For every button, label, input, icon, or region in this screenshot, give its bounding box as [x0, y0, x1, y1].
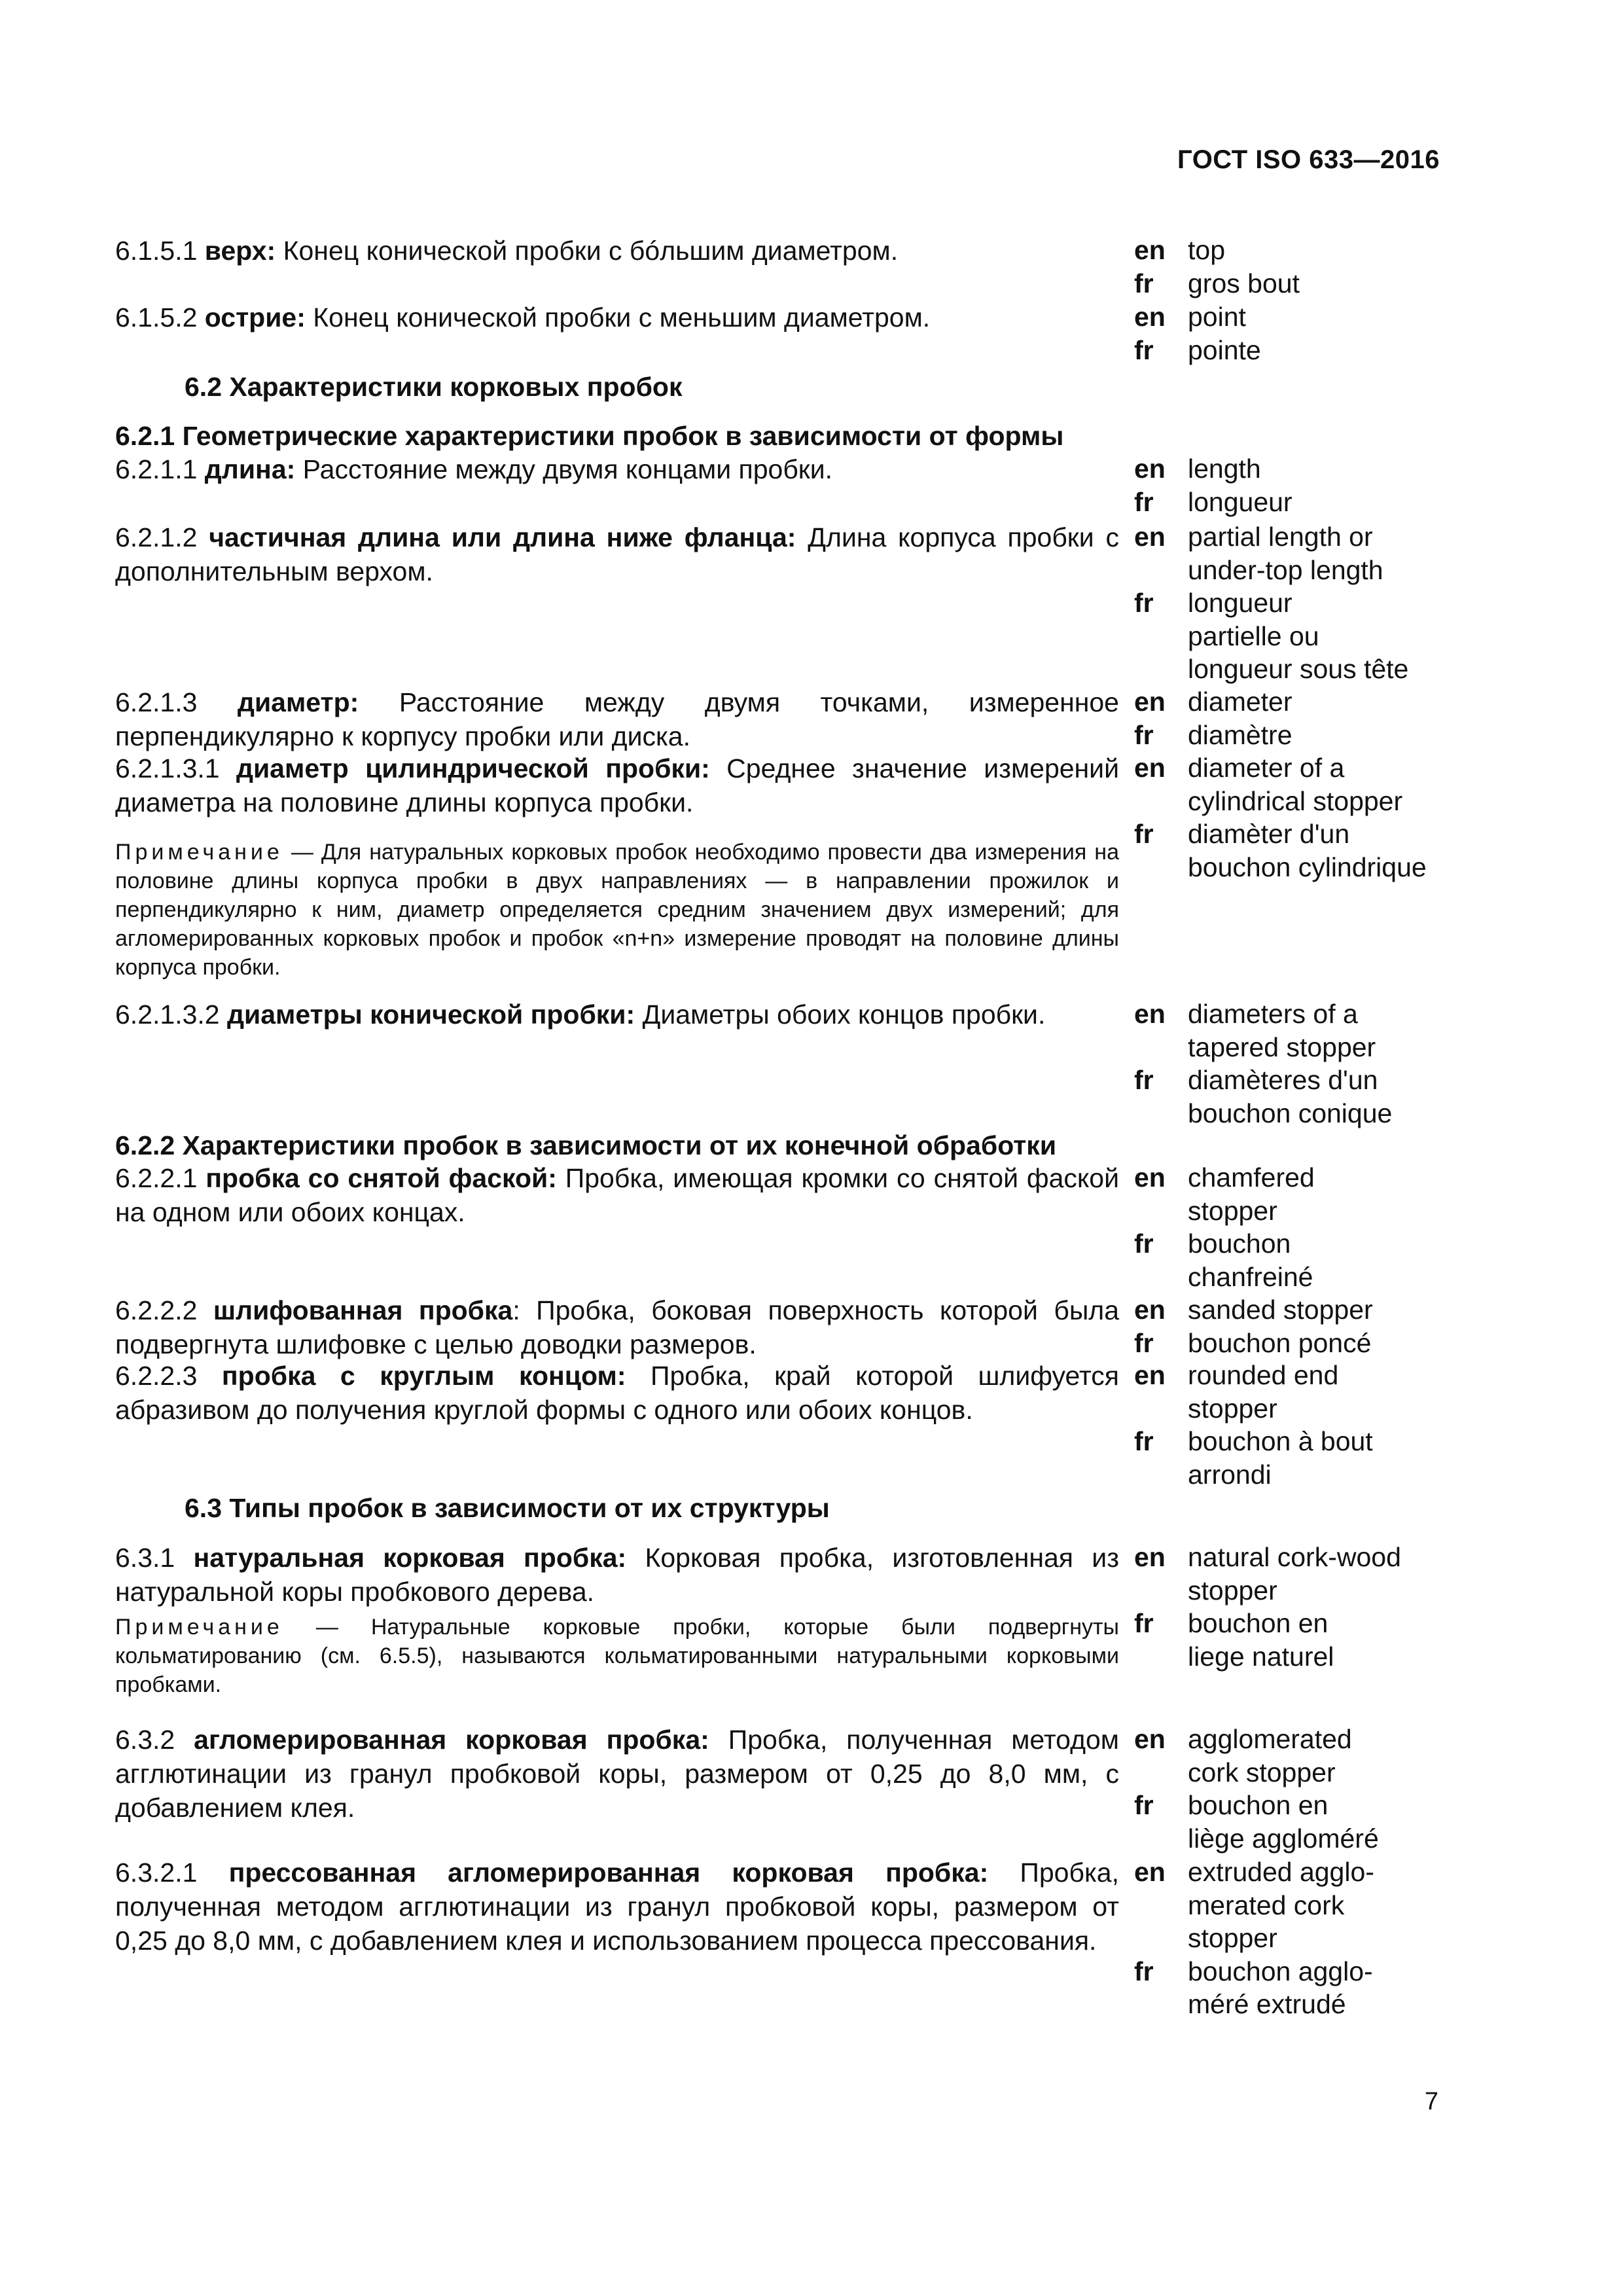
term-row-fr	[1134, 1227, 1488, 1293]
clause-number: 6.3.2	[115, 1725, 194, 1755]
french-term: bouchon agglo- méré extrudé	[1188, 1956, 1373, 2019]
definition-6-1-5-1	[115, 234, 1119, 268]
clause-number: 6.2.1.2	[115, 522, 209, 552]
definition-text: Корковая пробка, изготовленная из натуральной коры пробкового дерева.	[115, 1543, 1119, 1607]
french-term: bouchon à bout arrondi	[1188, 1426, 1373, 1490]
english-term: diameter of a cylindrical stopper	[1188, 753, 1403, 816]
english-term: chamfered stopper	[1188, 1162, 1315, 1226]
definition-text: Расстояние между двумя точками, измеренное перпендикулярно к корпусу пробки или диска.	[115, 687, 1119, 751]
definition-text: Конец конической пробки с меньшим диаметром.	[305, 302, 931, 332]
definition-6-2-2-1	[115, 1161, 1119, 1229]
note-colmated-stoppers	[115, 1613, 1119, 1699]
english-term: agglomerated cork stopper	[1188, 1724, 1352, 1787]
clause-number: 6.2.2.2	[115, 1295, 213, 1325]
definition-text: Длина корпуса пробки с дополнительным верхом.	[115, 522, 1119, 586]
french-term: gros bout	[1188, 268, 1300, 298]
definition-text: Диаметры обоих концов пробки.	[635, 999, 1046, 1030]
english-term: partial length or under-top length	[1188, 522, 1383, 585]
definition-6-2-1-3-2	[115, 997, 1119, 1031]
term-equivalents-tapered-diameters	[1134, 997, 1488, 1130]
english-term: top	[1188, 235, 1225, 265]
term-row-en	[1134, 751, 1488, 817]
term-equivalents-sanded	[1134, 1293, 1488, 1359]
lang-code-fr: fr	[1134, 486, 1154, 517]
lang-code-fr: fr	[1134, 268, 1154, 298]
definition-text: Среднее значение измерений диаметра на половине длины корпуса пробки.	[115, 753, 1119, 817]
note-label: Примечание	[115, 840, 283, 865]
section-heading-6-2: 6.2 Характеристики корковых пробок	[185, 372, 683, 402]
french-term: bouchon en liège aggloméré	[1188, 1790, 1379, 1854]
term-equivalents-length	[1134, 452, 1488, 518]
lang-code-en: en	[1134, 522, 1166, 552]
term-equivalents-natural-cork	[1134, 1541, 1488, 1673]
french-term: diamètre	[1188, 719, 1293, 750]
definition-6-2-1-3	[115, 685, 1119, 753]
english-term: extruded agglo- merated cork stopper	[1188, 1857, 1374, 1953]
term-name: острие:	[204, 302, 306, 332]
term-row-en	[1134, 1856, 1488, 1955]
term-equivalents-point	[1134, 300, 1488, 367]
note-text: — Натуральные корковые пробки, которые были подвергнуты кольматированию (см. 6.5.5), называются кольматированными натуральными корковыми пробками.	[115, 1615, 1119, 1697]
term-row-en	[1134, 1541, 1488, 1607]
section-heading-6-2-1: 6.2.1 Геометрические характеристики пробок в зависимости от формы	[115, 421, 1064, 451]
clause-number: 6.2.1.3	[115, 687, 238, 717]
note-text: — Для натуральных корковых пробок необходимо провести два измерения на половине длины корпуса пробки в двух направлениях — в направлении прожилок и перпендикулярно к ним, диаметр определяется средним значением двух измерений; для агломерированных корковых пробок и пробок «n+n» измерение проводят на половине длины корпуса пробки.	[115, 840, 1119, 980]
term-row-en	[1134, 1161, 1488, 1227]
lang-code-en: en	[1134, 1295, 1166, 1325]
term-row-fr	[1134, 267, 1488, 300]
term-name: прессованная агломерированная корковая пробка:	[228, 1857, 989, 1888]
term-row-en	[1134, 1293, 1488, 1327]
lang-code-fr: fr	[1134, 1790, 1154, 1820]
clause-number: 6.3.2.1	[115, 1857, 229, 1888]
lang-code-fr: fr	[1134, 334, 1154, 365]
clause-number: 6.1.5.2	[115, 302, 205, 332]
lang-code-fr: fr	[1134, 1426, 1154, 1456]
definition-text: Пробка, полученная методом агглютинации из гранул пробковой коры, размером от 0,25 до 8,0 мм, с добавлением клея и использованием процесса прессования.	[115, 1857, 1119, 1956]
clause-number: 6.2.1.1	[115, 454, 205, 484]
english-term: diameter	[1188, 687, 1293, 717]
term-row-fr	[1134, 1607, 1488, 1673]
english-term: rounded end stopper	[1188, 1360, 1339, 1424]
french-term: longueur partielle ou longueur sous tête	[1188, 588, 1409, 684]
clause-number: 6.2.1.3.1	[115, 753, 236, 783]
term-row-fr	[1134, 1327, 1488, 1360]
lang-code-en: en	[1134, 687, 1166, 717]
term-name: шлифованная пробка	[213, 1295, 513, 1325]
term-row-en	[1134, 520, 1488, 586]
term-row-fr	[1134, 334, 1488, 367]
french-term: diamèteres d'un bouchon conique	[1188, 1065, 1393, 1128]
term-name: пробка со снятой фаской:	[205, 1163, 557, 1193]
definition-text: Пробка, имеющая кромки со снятой фаской на одном или обоих концах.	[115, 1163, 1119, 1227]
french-term: bouchon chanfreiné	[1188, 1229, 1313, 1292]
document-code-header: ГОСТ ISO 633—2016	[1177, 145, 1440, 174]
clause-number: 6.1.5.1	[115, 236, 205, 266]
lang-code-en: en	[1134, 1162, 1166, 1193]
definition-6-2-2-3	[115, 1359, 1119, 1427]
definition-6-3-1	[115, 1541, 1119, 1609]
lang-code-fr: fr	[1134, 719, 1154, 750]
term-row-en	[1134, 234, 1488, 267]
definition-text: Конец конической пробки с бóльшим диаметром.	[276, 236, 899, 266]
definition-text: Пробка, полученная методом агглютинации из гранул пробковой коры, размером от 0,25 до 8,0 мм, с добавлением клея.	[115, 1725, 1119, 1823]
lang-code-en: en	[1134, 1360, 1166, 1390]
term-name: длина:	[204, 454, 296, 484]
definition-text: Расстояние между двумя концами пробки.	[295, 454, 833, 484]
term-row-fr	[1134, 719, 1488, 752]
note-label: Примечание	[115, 1615, 283, 1640]
term-name: натуральная корковая пробка:	[193, 1543, 627, 1573]
english-term: sanded stopper	[1188, 1295, 1373, 1325]
term-name: частичная длина или длина ниже фланца:	[209, 522, 796, 552]
french-term: bouchon poncé	[1188, 1327, 1372, 1358]
definition-6-2-1-2	[115, 520, 1119, 588]
term-row-fr	[1134, 586, 1488, 686]
definition-6-1-5-2	[115, 300, 1119, 334]
term-equivalents-agglomerated	[1134, 1723, 1488, 1855]
lang-code-fr: fr	[1134, 1956, 1154, 1986]
term-equivalents-rounded-end	[1134, 1359, 1488, 1491]
english-term: diameters of a tapered stopper	[1188, 999, 1376, 1062]
lang-code-en: en	[1134, 1542, 1166, 1572]
term-name: агломерированная корковая пробка:	[194, 1725, 709, 1755]
lang-code-en: en	[1134, 1724, 1166, 1754]
term-equivalents-partial-length	[1134, 520, 1488, 686]
term-equivalents-extruded	[1134, 1856, 1488, 2021]
french-term: diamèter d'un bouchon cylindrique	[1188, 819, 1427, 882]
term-name: диаметр:	[237, 687, 359, 717]
term-equivalents-top	[1134, 234, 1488, 300]
term-name: диаметр цилиндрической пробки:	[236, 753, 710, 783]
clause-number: 6.3.1	[115, 1543, 194, 1573]
term-row-en	[1134, 997, 1488, 1064]
term-row-en	[1134, 1723, 1488, 1789]
definition-6-3-2-1	[115, 1856, 1119, 1958]
definition-text: : Пробка, боковая поверхность которой была подвергнута шлифовке с целью доводки размеров.	[115, 1295, 1120, 1359]
clause-number: 6.2.1.3.2	[115, 999, 227, 1030]
definition-6-3-2	[115, 1723, 1119, 1825]
term-equivalents-chamfered	[1134, 1161, 1488, 1293]
lang-code-fr: fr	[1134, 819, 1154, 849]
lang-code-fr: fr	[1134, 1229, 1154, 1259]
term-row-en	[1134, 452, 1488, 486]
term-row-fr	[1134, 1955, 1488, 2021]
term-equivalents-cylindrical-diameter	[1134, 751, 1488, 884]
definition-6-2-2-2	[115, 1293, 1119, 1361]
lang-code-en: en	[1134, 999, 1166, 1029]
term-equivalents-diameter	[1134, 685, 1488, 751]
page-number: 7	[1424, 2088, 1438, 2115]
english-term: natural cork-wood stopper	[1188, 1542, 1401, 1605]
term-row-fr	[1134, 1425, 1488, 1491]
lang-code-en: en	[1134, 454, 1166, 484]
clause-number: 6.2.2.1	[115, 1163, 206, 1193]
lang-code-en: en	[1134, 235, 1166, 265]
term-row-fr	[1134, 486, 1488, 519]
section-heading-6-2-2: 6.2.2 Характеристики пробок в зависимости от их конечной обработки	[115, 1130, 1057, 1160]
term-name: пробка с круглым концом:	[221, 1361, 626, 1391]
lang-code-en: en	[1134, 753, 1166, 783]
lang-code-en: en	[1134, 302, 1166, 332]
definition-6-2-1-3-1	[115, 751, 1119, 819]
term-row-fr	[1134, 1789, 1488, 1855]
lang-code-fr: fr	[1134, 1608, 1154, 1638]
definition-6-2-1-1	[115, 452, 1119, 486]
french-term: bouchon en liege naturel	[1188, 1608, 1334, 1672]
clause-number: 6.2.2.3	[115, 1361, 222, 1391]
lang-code-fr: fr	[1134, 1065, 1154, 1095]
term-row-en	[1134, 1359, 1488, 1425]
english-term: point	[1188, 302, 1246, 332]
term-name: верх:	[204, 236, 276, 266]
note-diameter-measurement	[115, 838, 1119, 982]
term-row-en	[1134, 300, 1488, 334]
french-term: longueur	[1188, 486, 1293, 517]
lang-code-fr: fr	[1134, 588, 1154, 618]
section-heading-6-3: 6.3 Типы пробок в зависимости от их структуры	[185, 1493, 830, 1523]
term-row-en	[1134, 685, 1488, 719]
english-term: length	[1188, 454, 1261, 484]
lang-code-en: en	[1134, 1857, 1166, 1887]
term-name: диаметры конической пробки:	[226, 999, 635, 1030]
term-row-fr	[1134, 817, 1488, 884]
french-term: pointe	[1188, 334, 1261, 365]
term-row-fr	[1134, 1064, 1488, 1130]
lang-code-fr: fr	[1134, 1327, 1154, 1358]
definition-text: Пробка, край которой шлифуется абразивом до получения круглой формы с одного или обоих концов.	[115, 1361, 1119, 1425]
